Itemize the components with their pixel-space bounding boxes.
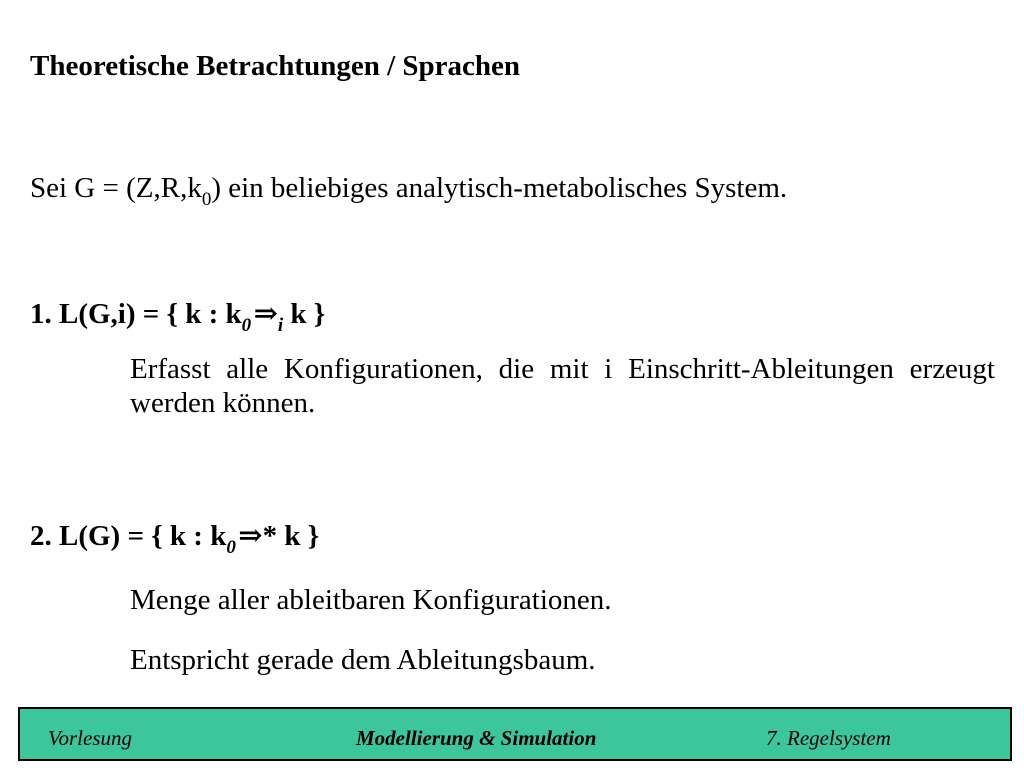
item1-formula-part2: k } xyxy=(283,298,326,330)
footer-chapter-label: 7. Regelsystem xyxy=(766,726,891,750)
footer-lecture-label: Vorlesung xyxy=(48,726,132,750)
item2-formula-part2: * k } xyxy=(262,520,320,552)
derivation-star-arrow-icon: ⇒ xyxy=(238,520,263,552)
item2-description-1: Menge aller ableitbaren Konfigurationen. xyxy=(130,584,612,616)
item2-formula-part1: 2. L(G) = { k : k xyxy=(30,520,227,552)
item1-k-subscript: 0 xyxy=(241,315,252,336)
derivation-arrow-icon: ⇒ xyxy=(253,298,278,330)
intro-text-after: ) ein beliebiges analytisch-metabolisches System. xyxy=(211,172,788,204)
footer-course-title: Modellierung & Simulation xyxy=(356,726,597,750)
slide-title: Theoretische Betrachtungen / Sprachen xyxy=(30,50,521,82)
item1-description: Erfasst alle Konfigurationen, die mit i Einschritt-Ableitungen erzeugt werden können. xyxy=(130,353,995,419)
intro-subscript: 0 xyxy=(201,189,212,210)
item1-formula xyxy=(30,297,326,336)
intro-text-before: Sei G = (Z,R,k xyxy=(30,172,202,204)
item1-formula-part1: 1. L(G,i) = { k : k xyxy=(30,298,242,330)
item2-description-2: Entspricht gerade dem Ableitungsbaum. xyxy=(130,644,596,676)
footer-bar xyxy=(18,707,1012,761)
item1-arrow-subscript: i xyxy=(277,315,284,336)
item2-k-subscript: 0 xyxy=(226,537,236,558)
item2-formula xyxy=(30,519,320,558)
intro-sentence xyxy=(30,171,788,210)
